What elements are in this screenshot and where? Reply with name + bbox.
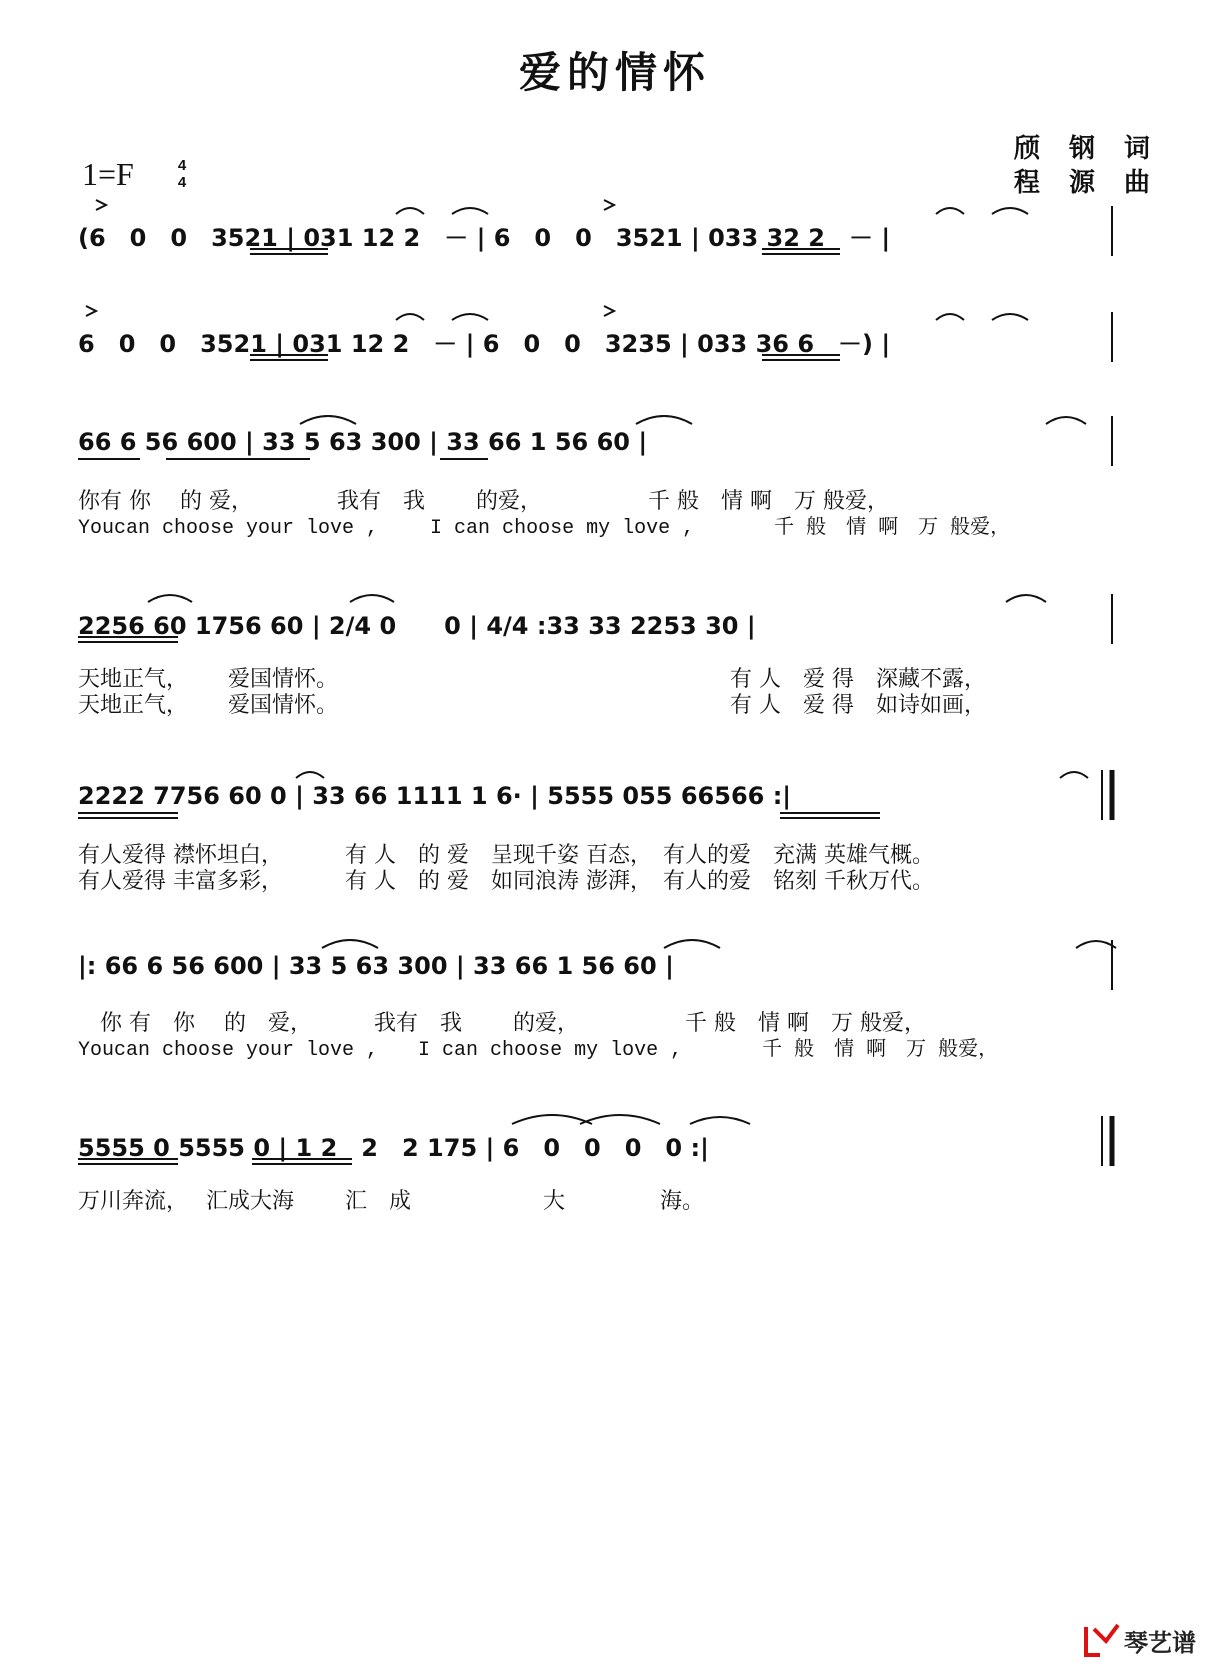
rhythm-underlines — [78, 249, 880, 1164]
lyric-line-chinese: 你 有 你 的 爱， 我有 我 的爱， 千 般 情 啊 万 般爱， — [78, 1011, 926, 1036]
slur-mark — [322, 940, 378, 948]
slur-mark — [452, 314, 488, 320]
jianpu-notes: 5555 0 5555 0 | 1 2 2 2 175 | 6 0 0 0 0 :| — [78, 1134, 709, 1162]
slur-mark — [636, 416, 692, 424]
triplet-mark — [690, 1117, 750, 1124]
slur-mark — [580, 1115, 660, 1124]
slur-mark — [1046, 417, 1086, 424]
slur-mark — [512, 1115, 592, 1124]
accent-mark — [96, 200, 106, 210]
lyric-line-chinese: 万川奔流， 汇成大海 汇 成 大 海。 — [78, 1189, 704, 1214]
composer-credit: 程 源 曲 — [1013, 168, 1160, 198]
jianpu-notes: 66 6 56 600 | 33 5 63 300 | 33 66 1 56 60 | — [78, 428, 648, 456]
slur-mark — [936, 314, 964, 320]
jianpu-notes: 6 0 0 3521 | 031 12 2 － | 6 0 0 3235 | 033 36 6 －) | — [78, 330, 891, 358]
slur-mark — [300, 416, 356, 424]
lyric-line-verse-1: 天地正气， 爱国情怀。 有 人 爱 得 深藏不露， — [78, 667, 986, 692]
jianpu-notes: 2222 7756 60 0 | 33 66 1111 1 6· | 5555 055 66566 :| — [78, 782, 792, 810]
slur-mark — [1060, 772, 1088, 778]
key-signature: 1=F — [82, 156, 134, 192]
barlines — [1102, 206, 1112, 1166]
accent-mark — [604, 306, 614, 316]
accent-mark — [86, 306, 96, 316]
lyric-line-verse-1: 有人爱得 襟怀坦白， 有 人 的 爱 呈现千姿 百态， 有人的爱 充满 英雄气概。 — [78, 843, 934, 868]
slur-mark — [936, 208, 964, 214]
slur-mark — [396, 314, 424, 320]
slur-mark — [664, 940, 720, 948]
slur-mark — [1076, 941, 1116, 948]
watermark-logo — [1082, 1619, 1202, 1663]
time-signature: 4 4 — [177, 157, 187, 191]
jianpu-notes: 2256 60 1756 60 | 2/4 0 0 | 4/4 :33 33 2253 30 | — [78, 612, 756, 640]
lyric-line-verse-2: 天地正气， 爱国情怀。 有 人 爱 得 如诗如画， — [78, 693, 986, 718]
song-title: 爱的情怀 — [518, 48, 711, 97]
lyric-line-english: Youcan choose your love , I can choose my love , 千 般 情 啊 万 般爱， — [78, 517, 1011, 540]
lyric-line-english: Youcan choose your love , I can choose my love , 千 般 情 啊 万 般爱， — [78, 1039, 999, 1062]
slur-mark — [992, 314, 1028, 320]
accent-mark — [604, 200, 614, 210]
slur-mark — [992, 208, 1028, 214]
slur-mark — [148, 595, 192, 602]
lyric-line-verse-2: 有人爱得 丰富多彩， 有 人 的 爱 如同浪涛 澎湃， 有人的爱 铭刻 千秋万代。 — [78, 869, 934, 894]
jianpu-notes: (6 0 0 3521 | 031 12 2 － | 6 0 0 3521 | 033 32 2 － | — [78, 224, 891, 252]
lyricist-credit: 颀 钢 词 — [1013, 134, 1160, 164]
slur-mark — [396, 208, 424, 214]
jianpu-notes: |: 66 6 56 600 | 33 5 63 300 | 33 66 1 56 60 | — [78, 952, 674, 980]
slur-mark — [1006, 595, 1046, 602]
slur-mark — [296, 772, 324, 778]
svg-text:琴艺谱: 琴艺谱 — [1124, 1629, 1196, 1657]
slur-mark — [350, 595, 394, 602]
lyric-line-chinese: 你有 你 的 爱， 我有 我 的爱， 千 般 情 啊 万 般爱， — [78, 489, 889, 514]
slur-mark — [452, 208, 488, 214]
